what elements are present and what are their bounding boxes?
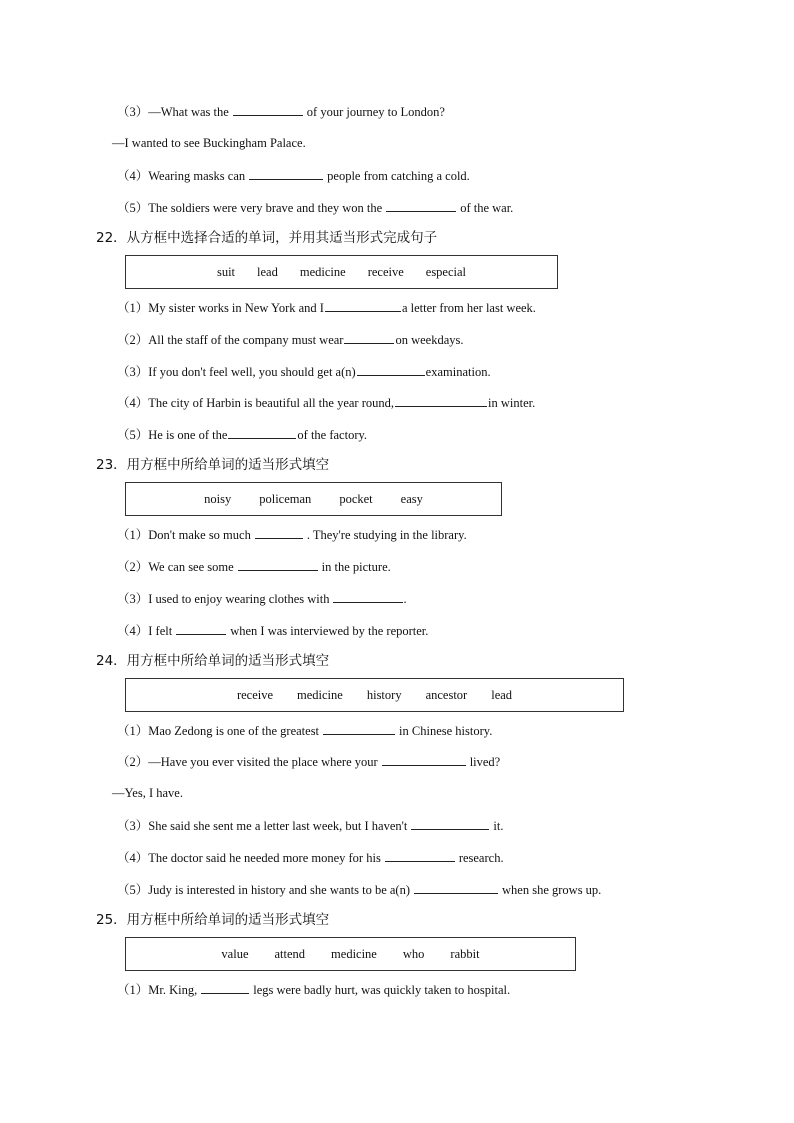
q23-item-3-text-b: . xyxy=(403,592,407,606)
q21-item-3-text-b: of your journey to London? xyxy=(306,105,445,119)
q22-item-5-text-a: （5）He is one of the xyxy=(117,428,228,442)
q23-word: easy xyxy=(400,491,423,506)
q25-item-1-text-b: legs were badly hurt, was quickly taken to hospital. xyxy=(253,983,511,997)
q25-item-1 xyxy=(117,981,510,998)
q24-item-3 xyxy=(117,817,503,834)
q24-item-1 xyxy=(117,722,492,739)
q24-item-2-text-b: lived? xyxy=(469,755,501,769)
q22-item-4 xyxy=(117,394,535,411)
q22-item-5 xyxy=(117,426,367,443)
q24-word-box xyxy=(125,678,624,712)
q24-item-4-text-a: （4）The doctor said he needed more money for his xyxy=(117,851,381,865)
answer-blank[interactable] xyxy=(255,526,303,539)
answer-blank[interactable] xyxy=(357,363,425,376)
q22-word-box xyxy=(125,255,558,289)
q21-item-5-text-b: of the war. xyxy=(460,201,514,215)
answer-blank[interactable] xyxy=(382,753,466,766)
q21-item-4-text-b: people from catching a cold. xyxy=(327,169,470,183)
q22-item-5-text-b: of the factory. xyxy=(297,428,368,442)
q22-title: 22．从方框中选择合适的单词，并用其适当形式完成句子 xyxy=(96,230,438,246)
answer-blank[interactable] xyxy=(228,426,296,439)
answer-blank[interactable] xyxy=(325,299,401,312)
q23-item-1-text-a: （1）Don't make so much xyxy=(117,528,251,542)
answer-blank[interactable] xyxy=(201,981,249,994)
q21-item-4 xyxy=(117,167,470,184)
q21-item-5-text-a: （5）The soldiers were very brave and they won the xyxy=(117,201,383,215)
q23-item-3 xyxy=(117,590,407,607)
q25-word: medicine xyxy=(331,946,377,961)
answer-blank[interactable] xyxy=(233,103,303,116)
q22-item-2 xyxy=(117,331,464,348)
q23-word-box xyxy=(125,482,502,516)
q22-item-1 xyxy=(117,299,536,316)
answer-blank[interactable] xyxy=(238,558,318,571)
answer-blank[interactable] xyxy=(344,331,394,344)
q23-item-3-text-a: （3）I used to enjoy wearing clothes with xyxy=(117,592,330,606)
q22-item-3-text-b: examination. xyxy=(425,365,491,379)
q23-item-2-text-b: in the picture. xyxy=(321,560,391,574)
answer-blank[interactable] xyxy=(385,849,455,862)
q22-word: especial xyxy=(425,264,467,279)
answer-blank[interactable] xyxy=(386,199,456,212)
q24-item-2 xyxy=(117,753,500,770)
q23-item-4 xyxy=(117,622,428,639)
q24-word: lead xyxy=(491,687,513,702)
q25-word: rabbit xyxy=(450,946,480,961)
q22-item-4-text-b: in winter. xyxy=(488,396,536,410)
q22-word: lead xyxy=(257,264,278,279)
q22-item-1-text-b: a letter from her last week. xyxy=(401,301,536,315)
q23-item-1 xyxy=(117,526,467,543)
q24-word: ancestor xyxy=(425,687,468,702)
q24-item-3-text-a: （3）She said she sent me a letter last week, but I haven't xyxy=(117,819,408,833)
q24-item-2-text-a: （2）—Have you ever visited the place where your xyxy=(117,755,378,769)
q24-item-5-text-a: （5）Judy is interested in history and she wants to be a(n) xyxy=(117,883,411,897)
q22-word: medicine xyxy=(299,264,346,279)
q23-word: pocket xyxy=(339,491,373,506)
q25-item-1-text-a: （1）Mr. King, xyxy=(117,983,198,997)
q21-item-3-reply: —I wanted to see Buckingham Palace. xyxy=(112,136,306,150)
q24-item-4 xyxy=(117,849,504,866)
answer-blank[interactable] xyxy=(414,881,498,894)
q22-item-3 xyxy=(117,363,491,380)
answer-blank[interactable] xyxy=(249,167,323,180)
q24-word: history xyxy=(366,687,402,702)
q23-item-4-text-a: （4）I felt xyxy=(117,624,173,638)
q24-item-2-reply: —Yes, I have. xyxy=(112,786,183,800)
q24-item-4-text-b: research. xyxy=(458,851,504,865)
q23-item-2 xyxy=(117,558,391,575)
q24-item-1-text-a: （1）Mao Zedong is one of the greatest xyxy=(117,724,320,738)
q22-word: receive xyxy=(367,264,404,279)
q22-item-2-text-a: （2）All the staff of the company must wear xyxy=(117,333,344,347)
q24-item-5-text-b: when she grows up. xyxy=(502,883,602,897)
q23-item-4-text-b: when I was interviewed by the reporter. xyxy=(230,624,429,638)
q23-title: 23．用方框中所给单词的适当形式填空 xyxy=(96,457,330,473)
q21-item-3 xyxy=(117,103,445,120)
q22-item-3-text-a: （3）If you don't feel well, you should get a(n) xyxy=(117,365,356,379)
q24-title: 24．用方框中所给单词的适当形式填空 xyxy=(96,653,330,669)
answer-blank[interactable] xyxy=(411,817,489,830)
q23-word: noisy xyxy=(204,491,232,506)
q22-item-1-text-a: （1）My sister works in New York and I xyxy=(117,301,324,315)
q24-item-3-text-b: it. xyxy=(493,819,504,833)
q21-item-5 xyxy=(117,199,513,216)
q24-word: medicine xyxy=(297,687,343,702)
q25-word: value xyxy=(221,946,249,961)
q25-word: attend xyxy=(274,946,306,961)
answer-blank[interactable] xyxy=(333,590,403,603)
q24-item-5 xyxy=(117,881,601,898)
q25-word: who xyxy=(402,946,425,961)
q21-item-3-text-a: （3）—What was the xyxy=(117,105,229,119)
q25-title: 25．用方框中所给单词的适当形式填空 xyxy=(96,912,330,928)
answer-blank[interactable] xyxy=(395,394,487,407)
q23-word: policeman xyxy=(259,491,312,506)
q24-word: receive xyxy=(236,687,274,702)
q25-word-box xyxy=(125,937,576,971)
q21-item-4-text-a: （4）Wearing masks can xyxy=(117,169,246,183)
q22-item-2-text-b: on weekdays. xyxy=(395,333,464,347)
q22-word: suit xyxy=(216,264,236,279)
q22-item-4-text-a: （4）The city of Harbin is beautiful all the year round, xyxy=(117,396,395,410)
answer-blank[interactable] xyxy=(176,622,226,635)
answer-blank[interactable] xyxy=(323,722,395,735)
q24-item-1-text-b: in Chinese history. xyxy=(399,724,493,738)
q23-item-2-text-a: （2）We can see some xyxy=(117,560,234,574)
q23-item-1-text-b: . They're studying in the library. xyxy=(306,528,467,542)
